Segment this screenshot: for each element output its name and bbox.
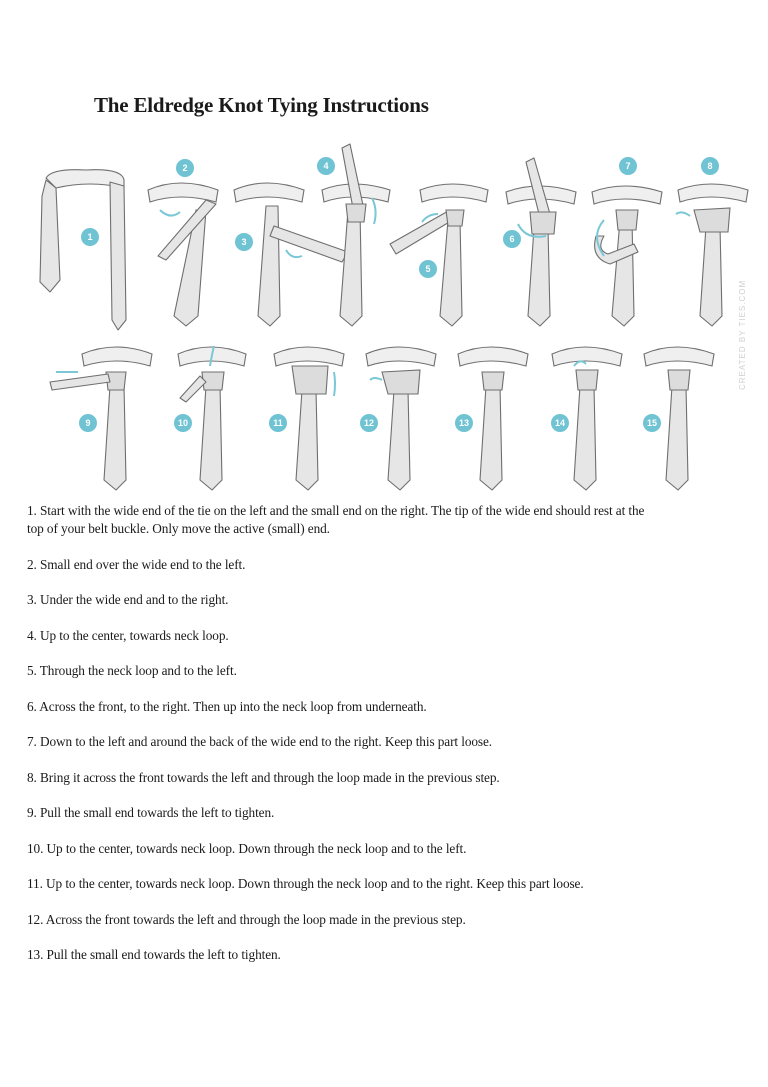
page-title: The Eldredge Knot Tying Instructions [94,93,429,117]
instruction-step: 3. Under the wide end and to the right. [27,592,229,607]
instruction-step: 2. Small end over the wide end to the left. [27,556,246,572]
step-badge-8 [701,157,719,175]
tie-figure-step-9 [50,347,152,490]
step-badge-9 [79,414,97,432]
svg-text:13: 13 [458,418,470,428]
svg-text:11: 11 [273,418,283,428]
svg-text:9: 9 [85,418,91,428]
step-badge-12 [360,414,378,432]
svg-text:3: 3 [241,237,247,247]
step-badge-7 [619,157,637,175]
step-badge-13 [455,414,473,432]
instruction-step: 11. Up to the center, towards neck loop. Down through the neck loop and to the right. Keep this part loose. [27,876,584,891]
instruction-step: 1. Start with the wide end of the tie on the left and the small end on the right. The tip of the wide end should rest at the top of your belt buckle. Only move the active (small) end. [27,503,645,536]
step-badge-3 [235,233,253,251]
instruction-step: 4. Up to the center, towards neck loop. [27,627,229,643]
svg-text:5: 5 [425,264,431,274]
svg-text:15: 15 [646,418,658,428]
svg-text:12: 12 [363,418,375,428]
instruction-step: 12. Across the front towards the left and through the loop made in the previous step. [27,911,466,927]
instruction-step: 6. Across the front, to the right. Then up into the neck loop from underneath. [27,698,427,714]
step-badge-14 [551,414,569,432]
svg-text:8: 8 [707,161,713,171]
svg-text:7: 7 [625,161,631,171]
svg-text:2: 2 [182,163,188,173]
tie-steps-illustration [30,140,768,500]
step-badge-2 [176,159,194,177]
instruction-step: 8. Bring it across the front towards the left and through the loop made in the previous step. [27,769,500,785]
instruction-step: 5. Through the neck loop and to the left. [27,663,237,678]
tie-figure-step-1 [40,170,126,330]
instruction-step: 7. Down to the left and around the back of the wide end to the right. Keep this part loose. [27,734,493,749]
tie-figure-step-3 [234,183,348,326]
svg-text:4: 4 [323,161,329,171]
instruction-step: 9. Pull the small end towards the left to tighten. [27,805,275,820]
step-badge-1 [81,228,99,246]
instruction-step: 10. Up to the center, towards neck loop. Down through the neck loop and to the left. [27,840,467,856]
tie-figure-step-7 [592,186,662,326]
step-badge-5 [419,260,437,278]
step-badge-11 [269,414,287,432]
watermark: CREATED BY TIES.COM [738,279,747,390]
svg-text:14: 14 [554,418,566,428]
step-badge-4 [317,157,335,175]
step-badge-15 [643,414,661,432]
step-badge-10 [174,414,192,432]
svg-text:6: 6 [509,234,515,244]
instruction-step: 13. Pull the small end towards the left to tighten. [27,947,281,962]
step-badge-6 [503,230,521,248]
instruction-list [27,502,657,982]
svg-text:1: 1 [87,232,93,242]
svg-text:10: 10 [177,418,189,428]
tie-figure-step-2 [148,183,218,326]
tie-figure-step-5 [390,184,488,326]
